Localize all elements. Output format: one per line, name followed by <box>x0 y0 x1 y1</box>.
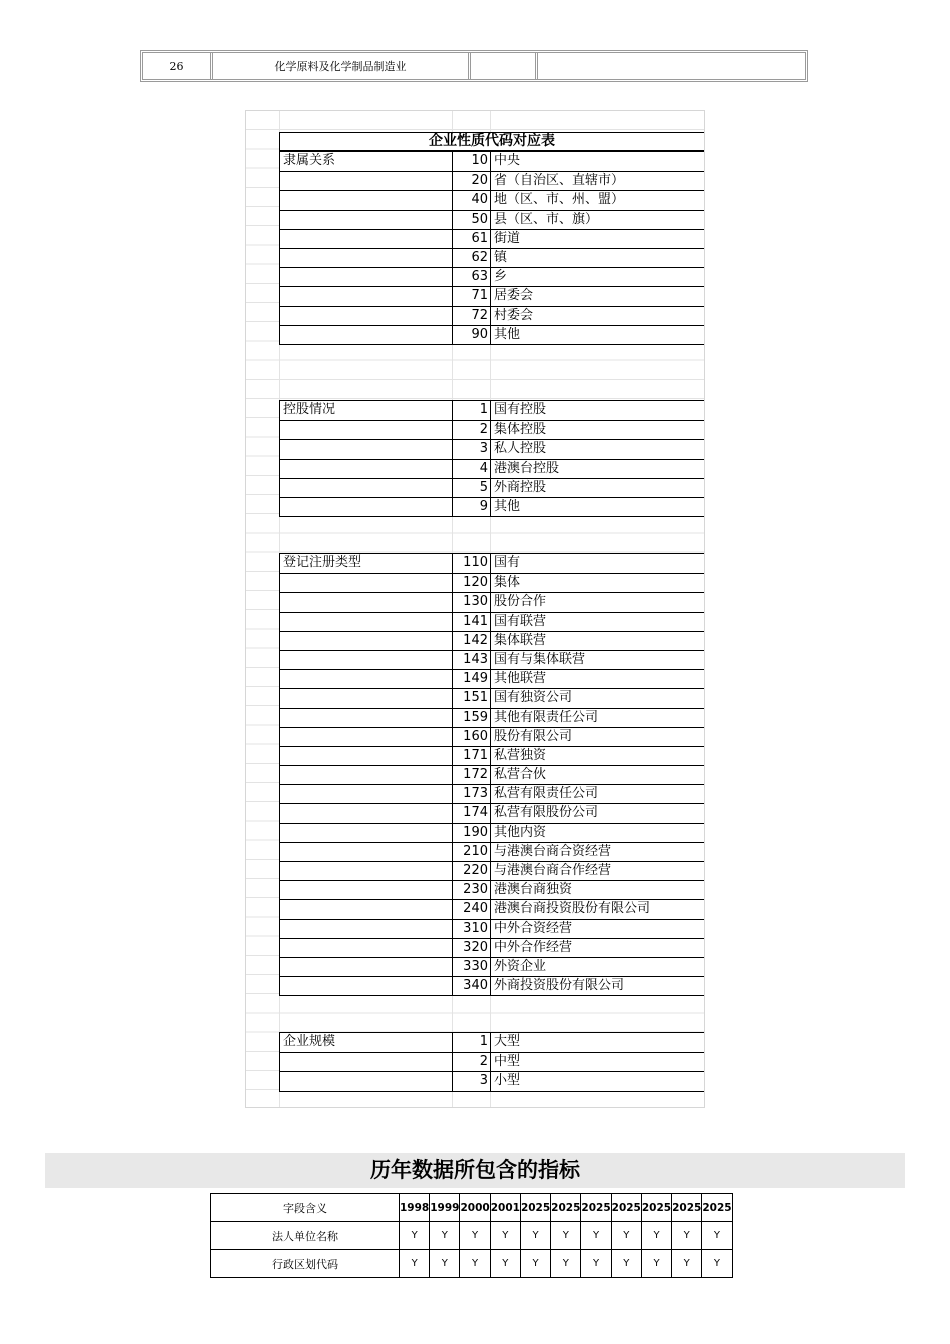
code-description: 外商投资股份有限公司 <box>494 978 625 994</box>
section-label: 控股情况 <box>280 401 453 420</box>
code-description: 其他 <box>494 498 521 514</box>
code-description: 小型 <box>494 1073 521 1089</box>
field-availability: Y <box>641 1222 671 1250</box>
code-row <box>280 612 704 631</box>
code-value: 4 <box>453 460 491 478</box>
code-description: 外资企业 <box>494 958 547 974</box>
code-value: 110 <box>453 554 491 573</box>
code-description: 私营有限责任公司 <box>494 786 599 802</box>
section-label <box>280 593 453 611</box>
industry-name: 化学原料及化学制品制造业 <box>210 53 468 79</box>
field-name: 行政区划代码 <box>211 1250 400 1278</box>
code-row <box>280 784 704 803</box>
code-row <box>280 439 704 458</box>
code-row <box>280 880 704 899</box>
code-row <box>280 171 704 190</box>
code-section <box>279 400 705 517</box>
code-value: 5 <box>453 479 491 497</box>
code-value: 220 <box>453 862 491 880</box>
code-description: 县（区、市、旗） <box>494 211 599 227</box>
year-header: 2025 <box>702 1194 732 1222</box>
code-value: 62 <box>453 249 491 267</box>
code-description: 集体 <box>494 575 521 591</box>
code-description: 中外合作经营 <box>494 939 573 955</box>
code-row <box>280 727 704 746</box>
code-value: 61 <box>453 230 491 248</box>
code-row <box>280 420 704 439</box>
code-description: 其他 <box>494 326 521 342</box>
code-row <box>280 919 704 938</box>
code-description: 省（自治区、直辖市） <box>494 173 625 189</box>
code-section <box>279 151 705 345</box>
section-label <box>280 230 453 248</box>
code-row <box>280 1033 704 1052</box>
field-availability: Y <box>611 1250 641 1278</box>
year-header: 2025 <box>672 1194 702 1222</box>
code-value: 151 <box>453 689 491 707</box>
code-description: 私营独资 <box>494 747 547 763</box>
section-label <box>280 939 453 957</box>
code-value: 210 <box>453 843 491 861</box>
code-row <box>280 746 704 765</box>
section-label <box>280 613 453 631</box>
code-description: 中型 <box>494 1054 521 1070</box>
code-value: 320 <box>453 939 491 957</box>
section-label <box>280 1053 453 1071</box>
field-availability: Y <box>520 1222 550 1250</box>
section-label: 登记注册类型 <box>280 554 453 573</box>
code-row <box>280 306 704 325</box>
code-description: 国有独资公司 <box>494 690 573 706</box>
section-label: 企业规模 <box>280 1033 453 1052</box>
field-availability: Y <box>490 1250 520 1278</box>
section-title: 历年数据所包含的指标 <box>45 1153 905 1188</box>
field-availability: Y <box>460 1222 490 1250</box>
code-description: 港澳台商独资 <box>494 882 573 898</box>
section-label <box>280 824 453 842</box>
code-row <box>280 976 704 995</box>
code-value: 240 <box>453 900 491 918</box>
section-label <box>280 440 453 458</box>
code-description: 国有联营 <box>494 613 547 629</box>
field-availability: Y <box>611 1222 641 1250</box>
section-label <box>280 843 453 861</box>
code-value: 141 <box>453 613 491 631</box>
code-row <box>280 497 704 516</box>
code-value: 340 <box>453 977 491 995</box>
code-row <box>280 152 704 171</box>
year-header: 2025 <box>641 1194 671 1222</box>
code-value: 2 <box>453 1053 491 1071</box>
section-label <box>280 307 453 325</box>
field-availability: Y <box>430 1250 460 1278</box>
code-value: 173 <box>453 785 491 803</box>
section-label <box>280 268 453 286</box>
code-value: 2 <box>453 421 491 439</box>
section-label <box>280 747 453 765</box>
code-row <box>280 286 704 305</box>
code-description: 港澳台商投资股份有限公司 <box>494 901 651 917</box>
section-label <box>280 728 453 746</box>
code-description: 其他有限责任公司 <box>494 709 599 725</box>
field-availability: Y <box>702 1222 732 1250</box>
code-row <box>280 899 704 918</box>
code-row <box>280 1071 704 1090</box>
code-description: 地（区、市、州、盟） <box>494 192 625 208</box>
code-value: 72 <box>453 307 491 325</box>
table-header-row <box>211 1194 733 1222</box>
year-header: 2025 <box>611 1194 641 1222</box>
code-description: 国有控股 <box>494 402 547 417</box>
section-label <box>280 977 453 995</box>
code-row <box>280 765 704 784</box>
code-description: 私人控股 <box>494 441 547 457</box>
code-description: 居委会 <box>494 288 534 304</box>
code-row <box>280 823 704 842</box>
field-availability: Y <box>400 1222 430 1250</box>
field-availability: Y <box>641 1250 671 1278</box>
code-value: 190 <box>453 824 491 842</box>
code-row <box>280 210 704 229</box>
code-value: 71 <box>453 287 491 305</box>
code-description: 镇 <box>494 249 508 265</box>
section-label <box>280 900 453 918</box>
code-row <box>280 267 704 286</box>
code-value: 159 <box>453 709 491 727</box>
section-label <box>280 287 453 305</box>
code-row <box>280 842 704 861</box>
code-value: 20 <box>453 172 491 190</box>
section-label <box>280 479 453 497</box>
code-row <box>280 688 704 707</box>
code-value: 9 <box>453 498 491 516</box>
code-value: 149 <box>453 670 491 688</box>
field-availability: Y <box>460 1250 490 1278</box>
field-header: 字段含义 <box>211 1194 400 1222</box>
section-label <box>280 689 453 707</box>
code-row <box>280 248 704 267</box>
section-label <box>280 498 453 516</box>
field-availability: Y <box>672 1222 702 1250</box>
field-availability: Y <box>551 1250 581 1278</box>
code-row <box>280 957 704 976</box>
section-label <box>280 421 453 439</box>
section-label <box>280 804 453 822</box>
field-availability: Y <box>490 1222 520 1250</box>
code-description: 与港澳台商合作经营 <box>494 863 612 878</box>
section-label <box>280 326 453 344</box>
section-label <box>280 651 453 669</box>
code-description: 街道 <box>494 230 521 246</box>
code-value: 3 <box>453 440 491 458</box>
section-label <box>280 958 453 976</box>
code-value: 172 <box>453 766 491 784</box>
code-value: 50 <box>453 211 491 229</box>
code-value: 171 <box>453 747 491 765</box>
year-header: 2025 <box>520 1194 550 1222</box>
code-row <box>280 1052 704 1071</box>
code-row <box>280 401 704 420</box>
code-row <box>280 573 704 592</box>
code-value: 90 <box>453 326 491 344</box>
code-description: 私营有限股份公司 <box>494 805 599 821</box>
code-row <box>280 592 704 611</box>
code-description: 外商控股 <box>494 479 547 495</box>
field-availability: Y <box>672 1250 702 1278</box>
section-label <box>280 862 453 880</box>
section-label <box>280 881 453 899</box>
section-label <box>280 574 453 592</box>
code-value: 310 <box>453 920 491 938</box>
code-row <box>280 708 704 727</box>
code-value: 330 <box>453 958 491 976</box>
section-label <box>280 1072 453 1090</box>
code-value: 160 <box>453 728 491 746</box>
section-label <box>280 460 453 478</box>
code-row <box>280 650 704 669</box>
year-header: 2025 <box>581 1194 611 1222</box>
section-label: 隶属关系 <box>280 152 453 171</box>
code-row <box>280 803 704 822</box>
code-row <box>280 325 704 344</box>
code-section <box>279 1032 705 1092</box>
section-label <box>280 709 453 727</box>
code-value: 143 <box>453 651 491 669</box>
code-description: 港澳台控股 <box>494 460 560 476</box>
section-label <box>280 249 453 267</box>
code-row <box>280 190 704 209</box>
year-header: 2000 <box>460 1194 490 1222</box>
empty-cell <box>468 53 535 79</box>
code-row <box>280 861 704 880</box>
row-number: 26 <box>169 59 184 73</box>
code-description: 国有与集体联营 <box>494 651 586 667</box>
code-table-title: 企业性质代码对应表 <box>279 132 705 151</box>
table-row <box>211 1222 733 1250</box>
field-availability: Y <box>581 1250 611 1278</box>
field-availability: Y <box>400 1250 430 1278</box>
field-availability: Y <box>702 1250 732 1278</box>
code-row <box>280 631 704 650</box>
field-availability: Y <box>551 1222 581 1250</box>
code-value: 10 <box>453 152 491 171</box>
code-value: 63 <box>453 268 491 286</box>
section-label <box>280 191 453 209</box>
table-row <box>211 1250 733 1278</box>
section-label <box>280 632 453 650</box>
section-label <box>280 920 453 938</box>
code-section <box>279 553 705 996</box>
field-availability: Y <box>581 1222 611 1250</box>
year-header: 2025 <box>551 1194 581 1222</box>
code-value: 40 <box>453 191 491 209</box>
code-description: 乡 <box>494 269 508 285</box>
section-label <box>280 670 453 688</box>
code-value: 142 <box>453 632 491 650</box>
code-description: 国有 <box>494 555 521 570</box>
code-row <box>280 478 704 497</box>
section-label <box>280 172 453 190</box>
year-header: 2001 <box>490 1194 520 1222</box>
code-description: 大型 <box>494 1034 521 1049</box>
code-description: 中央 <box>494 153 521 168</box>
empty-cell <box>535 53 805 79</box>
field-availability: Y <box>430 1222 460 1250</box>
code-description: 其他联营 <box>494 671 547 687</box>
section-label <box>280 785 453 803</box>
code-description: 集体控股 <box>494 422 547 438</box>
code-row <box>280 938 704 957</box>
code-description: 中外合资经营 <box>494 920 573 936</box>
code-row <box>280 459 704 478</box>
code-description: 村委会 <box>494 307 534 323</box>
year-header: 1999 <box>430 1194 460 1222</box>
code-row <box>280 669 704 688</box>
code-row <box>280 229 704 248</box>
code-value: 174 <box>453 804 491 822</box>
field-name: 法人单位名称 <box>211 1222 400 1250</box>
section-label <box>280 766 453 784</box>
code-value: 1 <box>453 1033 491 1052</box>
code-table-sheet <box>245 110 705 1108</box>
code-value: 1 <box>453 401 491 420</box>
code-value: 230 <box>453 881 491 899</box>
code-value: 120 <box>453 574 491 592</box>
field-availability: Y <box>520 1250 550 1278</box>
code-description: 股份合作 <box>494 594 547 610</box>
code-row <box>280 554 704 573</box>
code-value: 3 <box>453 1072 491 1090</box>
year-header: 1998 <box>400 1194 430 1222</box>
code-description: 与港澳台商合资经营 <box>494 843 612 859</box>
header-row <box>140 50 808 82</box>
indicator-table <box>210 1193 733 1278</box>
code-description: 集体联营 <box>494 632 547 648</box>
code-description: 其他内资 <box>494 824 547 840</box>
code-description: 股份有限公司 <box>494 728 573 744</box>
section-label <box>280 211 453 229</box>
code-value: 130 <box>453 593 491 611</box>
code-description: 私营合伙 <box>494 767 547 783</box>
